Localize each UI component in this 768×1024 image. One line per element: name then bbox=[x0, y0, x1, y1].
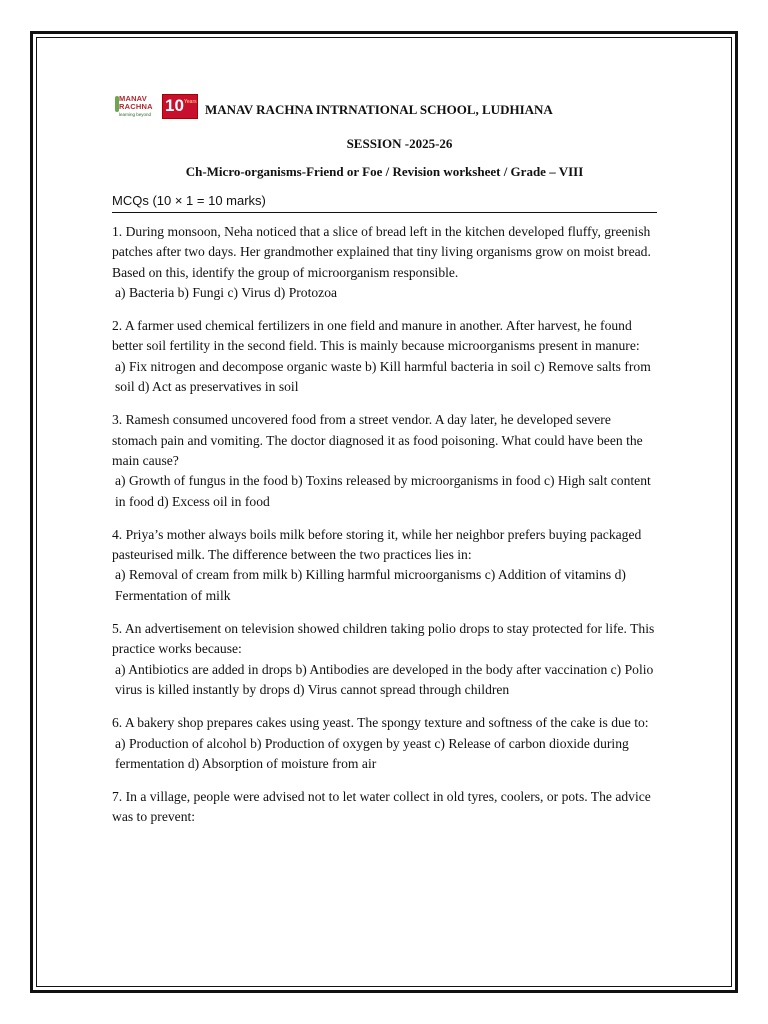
question-options: a) Fix nitrogen and decompose organic waste b) Kill harmful bacteria in soil c) Remove salts from soil d) Act as preservatives in soil bbox=[115, 358, 651, 395]
question-item bbox=[112, 787, 657, 828]
chapter-title: Ch-Micro-organisms-Friend or Foe / Revision worksheet / Grade – VIII bbox=[185, 164, 584, 179]
question-item bbox=[112, 316, 657, 397]
section-heading: MCQs (10 × 1 = 10 marks) bbox=[112, 193, 657, 213]
question-list bbox=[112, 222, 657, 828]
question-text: 1. During monsoon, Neha noticed that a slice of bread left in the kitchen developed fluffy, greenish patches after two days. Her grandmother explained that tiny living organisms grow on moist bread. Based on this, identify the group of microorganism responsible. bbox=[112, 224, 651, 280]
badge-text: Years bbox=[184, 99, 197, 105]
logo-tagline: learning beyond bbox=[119, 112, 152, 117]
question-options: a) Antibiotics are added in drops b) Antibodies are developed in the body after vaccination c) Polio virus is killed instantly by drops d) Virus cannot spread through children bbox=[115, 661, 654, 697]
question-options: a) Production of alcohol b) Production of oxygen by yeast c) Release of carbon dioxide during fermentation d) Absorption of moisture from air bbox=[115, 735, 629, 771]
worksheet bbox=[112, 93, 657, 841]
badge-number: 10 bbox=[165, 96, 184, 115]
question-options: a) Bacteria b) Fungi c) Virus d) Protozoa bbox=[115, 284, 338, 300]
question-text: 5. An advertisement on television showed children taking polio drops to stay protected for life. This practice works because: bbox=[112, 621, 655, 657]
question-item bbox=[112, 222, 657, 303]
question-text: 4. Priya’s mother always boils milk before storing it, while her neighbor prefers buying packaged pasteurised milk. The difference between the two practices lies in: bbox=[112, 526, 642, 563]
question-item bbox=[112, 713, 657, 774]
logo-text-line2: RACHNA bbox=[119, 102, 153, 111]
question-item bbox=[112, 525, 657, 606]
anniversary-badge bbox=[162, 94, 198, 119]
question-options: a) Growth of fungus in the food b) Toxins released by microorganisms in food c) High salt content in food d) Excess oil in food bbox=[115, 473, 651, 509]
question-text: 2. A farmer used chemical fertilizers in one field and manure in another. After harvest, he found better soil fertility in the second field. This is mainly because microorganisms present in manure: bbox=[112, 318, 640, 354]
session-title: SESSION -2025-26 bbox=[346, 136, 453, 151]
school-logo bbox=[115, 93, 197, 123]
school-name: MANAV RACHNA INTRNATIONAL SCHOOL, LUDHIANA bbox=[205, 102, 553, 117]
question-item bbox=[112, 410, 657, 511]
school-header bbox=[112, 93, 657, 127]
question-text: 6. A bakery shop prepares cakes using yeast. The spongy texture and softness of the cake is due to: bbox=[112, 715, 649, 731]
question-text: 7. In a village, people were advised not to let water collect in old tyres, coolers, or pots. The advice was to prevent: bbox=[112, 789, 651, 825]
question-text: 3. Ramesh consumed uncovered food from a street vendor. A day later, he developed severe stomach pain and vomiting. The doctor diagnosed it as food poisoning. What could have been the main cause? bbox=[112, 412, 643, 468]
logo-text-line1: MANAV bbox=[119, 94, 147, 103]
logo-mark bbox=[115, 93, 159, 119]
question-options: a) Removal of cream from milk b) Killing harmful microorganisms c) Addition of vitamins d) Fermentation of milk bbox=[115, 567, 626, 603]
question-item bbox=[112, 619, 657, 700]
